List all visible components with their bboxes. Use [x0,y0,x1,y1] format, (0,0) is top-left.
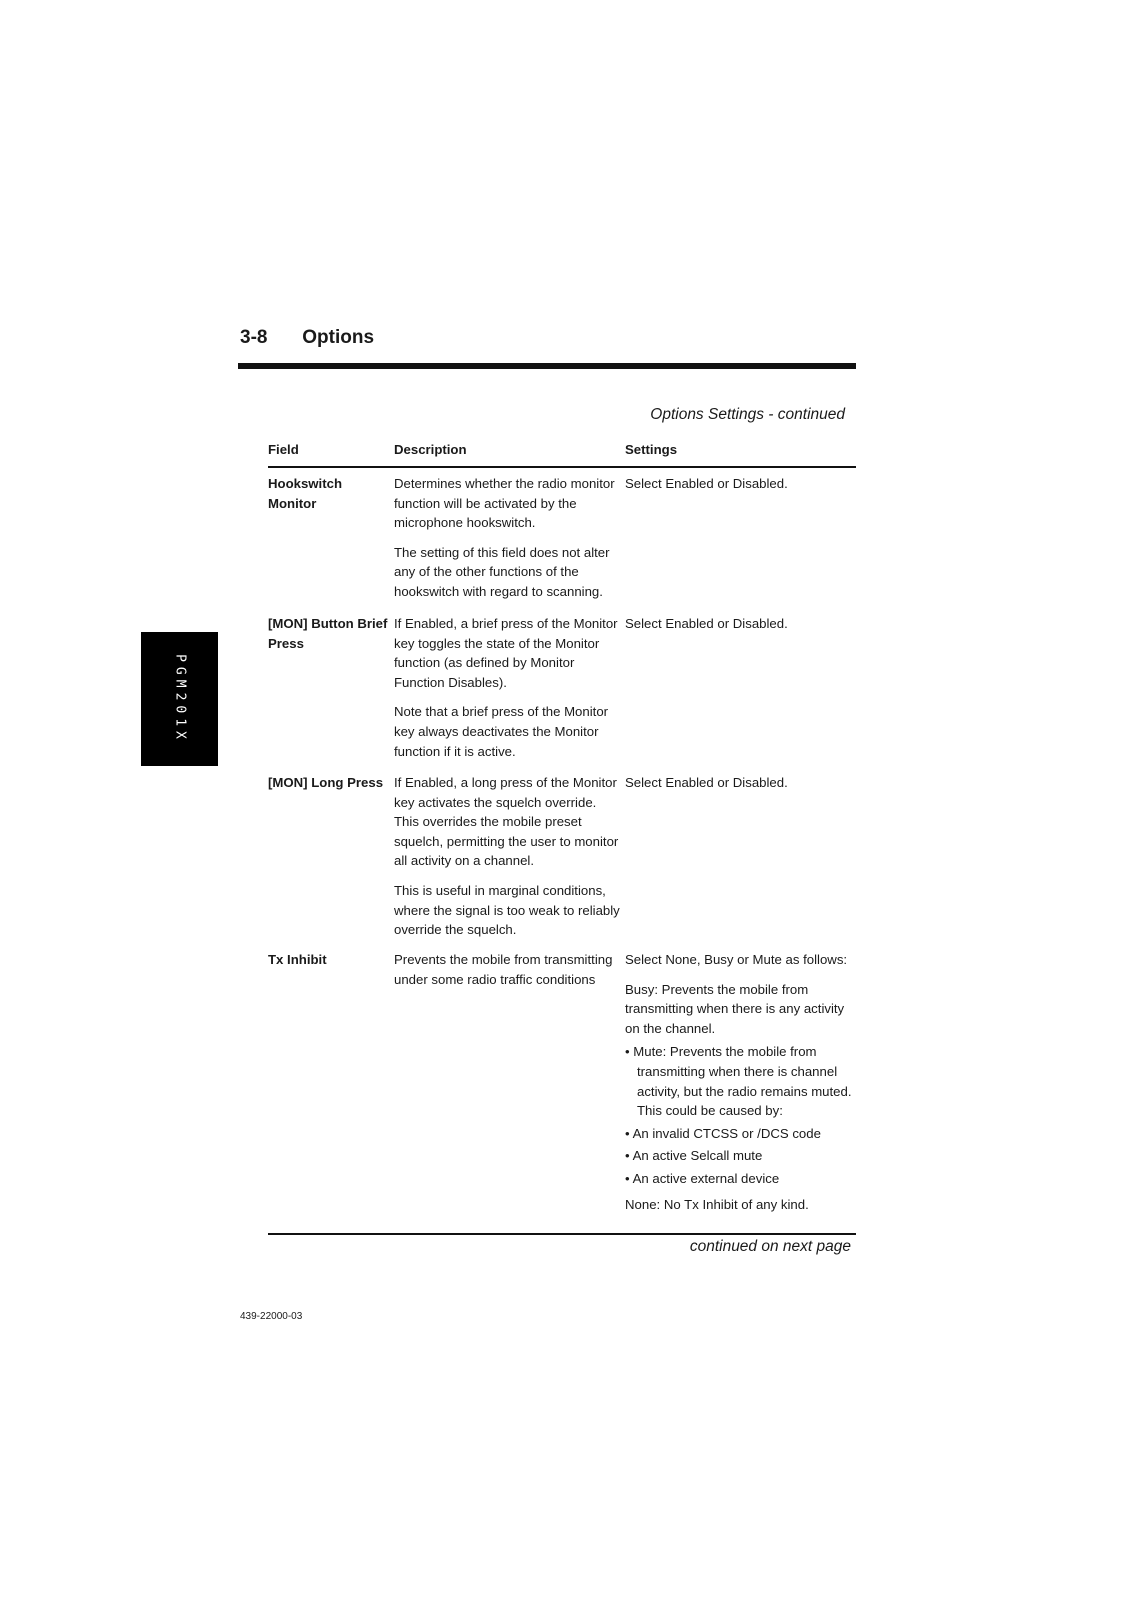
field-name: [MON] Button Brief Press [268,616,388,651]
settings-busy: Busy: Prevents the mobile from transmitting when there is any activity on the channel. [625,981,845,1036]
field-settings [625,950,856,1224]
field-description [394,773,622,950]
list-item: • An active external device [625,1169,856,1189]
field-settings: Select Enabled or Disabled. [625,775,788,790]
description-paragraph: This is useful in marginal conditions, where the signal is too weak to reliably override the squelch. [394,882,620,938]
description-paragraph: If Enabled, a long press of the Monitor key activates the squelch override. This overrides the mobile preset squelch, permitting the user to monitor all activity on a channel. [394,775,619,869]
side-tab [141,632,218,766]
section-title: Options [302,327,375,348]
field-description [394,950,622,999]
description-paragraph: Prevents the mobile from transmitting under some radio traffic conditions [394,952,613,987]
table-row [268,950,856,1240]
field-settings: Select Enabled or Disabled. [625,616,788,631]
section-number: 3-8 [240,327,268,348]
column-header-description: Description [394,442,467,457]
column-header-field: Field [268,442,299,457]
column-header-settings: Settings [625,442,678,457]
table-row [268,474,856,614]
table-header [268,440,856,468]
document-number: 439-22000-03 [240,1311,303,1322]
settings-intro: Select None, Busy or Mute as follows: [625,952,848,967]
settings-list [625,1042,856,1188]
table-row [268,614,856,773]
page-header [240,327,374,349]
table-row [268,773,856,950]
settings-none: None: No Tx Inhibit of any kind. [625,1196,809,1212]
table-bottom-rule [268,1233,856,1235]
list-item: • An active Selcall mute [625,1146,856,1166]
field-description [394,474,622,612]
field-name: Hookswitch Monitor [268,476,343,511]
header-rule [238,363,856,369]
table-caption: Options Settings - continued [650,406,845,423]
field-name: [MON] Long Press [268,775,384,790]
description-paragraph: Determines whether the radio monitor function will be activated by the microphone hookswitch. [394,476,615,531]
list-item: • An invalid CTCSS or /DCS code [625,1124,856,1144]
field-settings: Select Enabled or Disabled. [625,476,788,491]
continued-note: continued on next page [689,1238,851,1255]
options-table [268,440,856,1240]
field-description [394,614,622,771]
description-paragraph: Note that a brief press of the Monitor key always deactivates the Monitor function if it is active. [394,704,609,759]
side-tab-label: PGM201X [172,654,187,744]
description-paragraph: The setting of this field does not alter any of the other functions of the hookswitch with regard to scanning. [394,544,610,599]
description-paragraph: If Enabled, a brief press of the Monitor key toggles the state of the Monitor function (as defined by Monitor Function Disables). [394,616,618,690]
field-name: Tx Inhibit [268,952,327,967]
list-item: • Mute: Prevents the mobile from transmitting when there is channel activity, but the radio remains muted. This could be caused by: [625,1042,856,1120]
